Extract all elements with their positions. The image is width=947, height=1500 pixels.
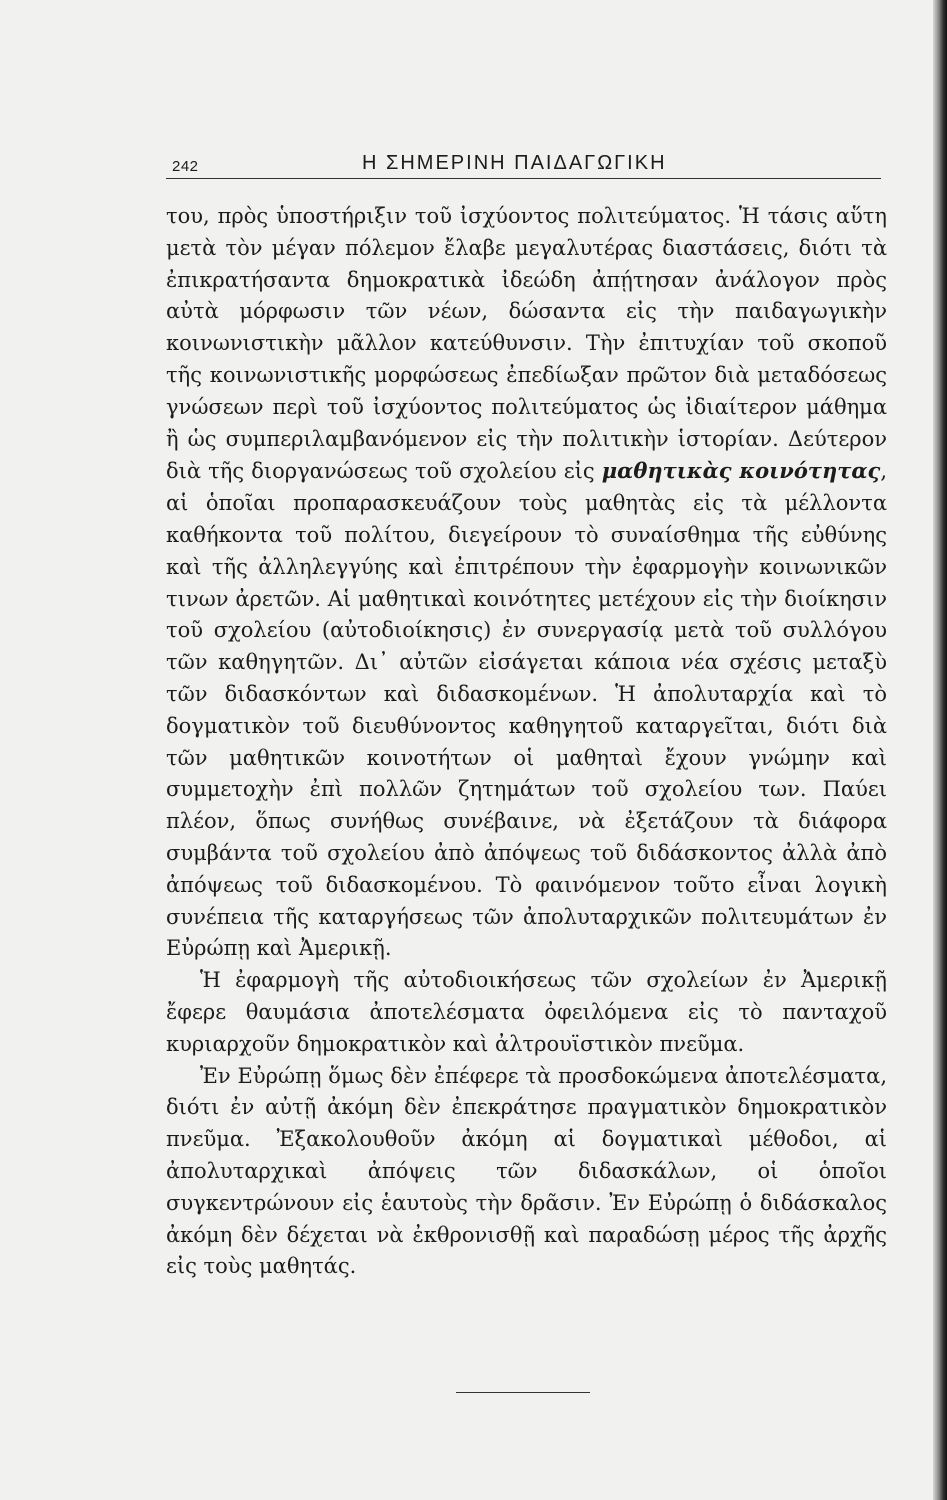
body-text <box>166 201 887 1283</box>
paragraph-3: Ἐν Εὐρώπῃ ὅμως δὲν ἐπέφερε τὰ προσδοκώμενα ἀποτελέσματα, διότι ἐν αὐτῇ ἀκόμη δὲν ἐπεκράτησε πραγματικὸν δημοκρατικὸν πνεῦμα. Ἐξακολουθοῦν ἀκόμη αἱ δογματικαὶ μέθοδοι, αἱ ἀπολυταρχικαὶ ἀπόψεις τῶν διδασκάλων, οἱ ὁποῖοι συγκεντρώνουν εἰς ἑαυτοὺς τὴν δρᾶσιν. Ἐν Εὐρώπῃ ὁ διδάσκαλος ἀκόμη δὲν δέχεται νὰ ἐκθρονισθῇ καὶ παραδώσῃ μέρος τῆς ἀρχῆς εἰς τοὺς μαθητάς. <box>166 1063 887 1279</box>
paragraph-1-text-end: , αἱ ὁποῖαι προπαρασκευάζουν τοὺς μαθητὰς εἰς τὰ μέλλοντα καθήκοντα τοῦ πολίτου, διεγείρουν τὸ συναίσθημα τῆς εὐθύνης καὶ τῆς ἀλληλεγγύης καὶ ἐπιτρέπουν τὴν ἐφαρμογὴν κοινωνικῶν τινων ἀρετῶν. Αἱ μαθητικαὶ κοινότητες μετέχουν εἰς τὴν διοίκησιν τοῦ σχολείου (αὐτοδιοίκησις) ἐν συνεργασίᾳ μετὰ τοῦ συλλόγου τῶν καθηγητῶν. Δι᾿ αὐτῶν εἰσάγεται κάποια νέα σχέσις μεταξὺ τῶν διδασκόντων καὶ διδασκομένων. Ἡ ἀπολυταρχία καὶ τὸ δογματικὸν τοῦ διευθύνοντος καθηγητοῦ καταργεῖται, διότι διὰ τῶν μαθητικῶν κοινοτήτων οἱ μαθηταὶ ἔχουν γνώμην καὶ συμμετοχὴν ἐπὶ πολλῶν ζητημάτων τοῦ σχολείου των. Παύει πλέον, ὅπως συνήθως συνέβαινε, νὰ ἐξετάζουν τὰ διάφορα συμβάντα τοῦ σχολείου ἀπὸ ἀπόψεως τοῦ διδάσκοντος ἀλλὰ ἀπὸ ἀπόψεως τοῦ διδασκομένου. Τὸ φαινόμενον τοῦτο εἶναι λογικὴ συνέπεια τῆς καταργήσεως τῶν ἀπολυταρχικῶν πολιτευμάτων ἐν Εὐρώπῃ καὶ Ἀμερικῇ. <box>166 459 887 961</box>
page-binding-edge <box>933 0 947 1500</box>
paragraph-1 <box>166 201 887 965</box>
paragraph-2: Ἡ ἐφαρμογὴ τῆς αὐτοδιοικήσεως τῶν σχολείων ἐν Ἀμερικῇ ἔφερε θαυμάσια ἀποτελέσματα ὀφειλόμενα εἰς τὸ πανταχοῦ κυριαρχοῦν δημοκρατικὸν καὶ ἀλτρουϊστικὸν πνεῦμα. <box>166 968 887 1056</box>
running-title: Η ΣΗΜΕΡΙΝΗ ΠΑΙΔΑΓΩΓΙΚΗ <box>362 152 667 174</box>
header-rule <box>166 178 881 179</box>
page-number: 242 <box>172 158 199 175</box>
page-header <box>166 150 881 180</box>
emphasized-term: μαθητικὰς κοινότητας <box>601 458 881 484</box>
paragraph-1-text-start: του, πρὸς ὑποστήριξιν τοῦ ἰσχύοντος πολιτεύματος. Ἡ τάσις αὕτη μετὰ τὸν μέγαν πόλεμον ἔλαβε μεγαλυτέρας διαστάσεις, διότι τὰ ἐπικρατήσαντα δημοκρατικὰ ἰδεώδη ἀπῄτησαν ἀνάλογον πρὸς αὐτὰ μόρφωσιν τῶν νέων, δώσαντα εἰς τὴν παιδαγωγικὴν κοινωνιστικὴν μᾶλλον κατεύθυνσιν. Τὴν ἐπιτυχίαν τοῦ σκοποῦ τῆς κοινωνιστικῆς μορφώσεως ἐπεδίωξαν πρῶτον διὰ μεταδόσεως γνώσεων περὶ τοῦ ἰσχύοντος πολιτεύματος ὡς ἰδιαίτερον μάθημα ἢ ὡς συμπεριλαμβανόμενον εἰς τὴν πολιτικὴν ἱστορίαν. Δεύτερον διὰ τῆς διοργανώσεως τοῦ σχολείου εἰς <box>166 204 887 484</box>
section-end-rule <box>456 1392 590 1393</box>
